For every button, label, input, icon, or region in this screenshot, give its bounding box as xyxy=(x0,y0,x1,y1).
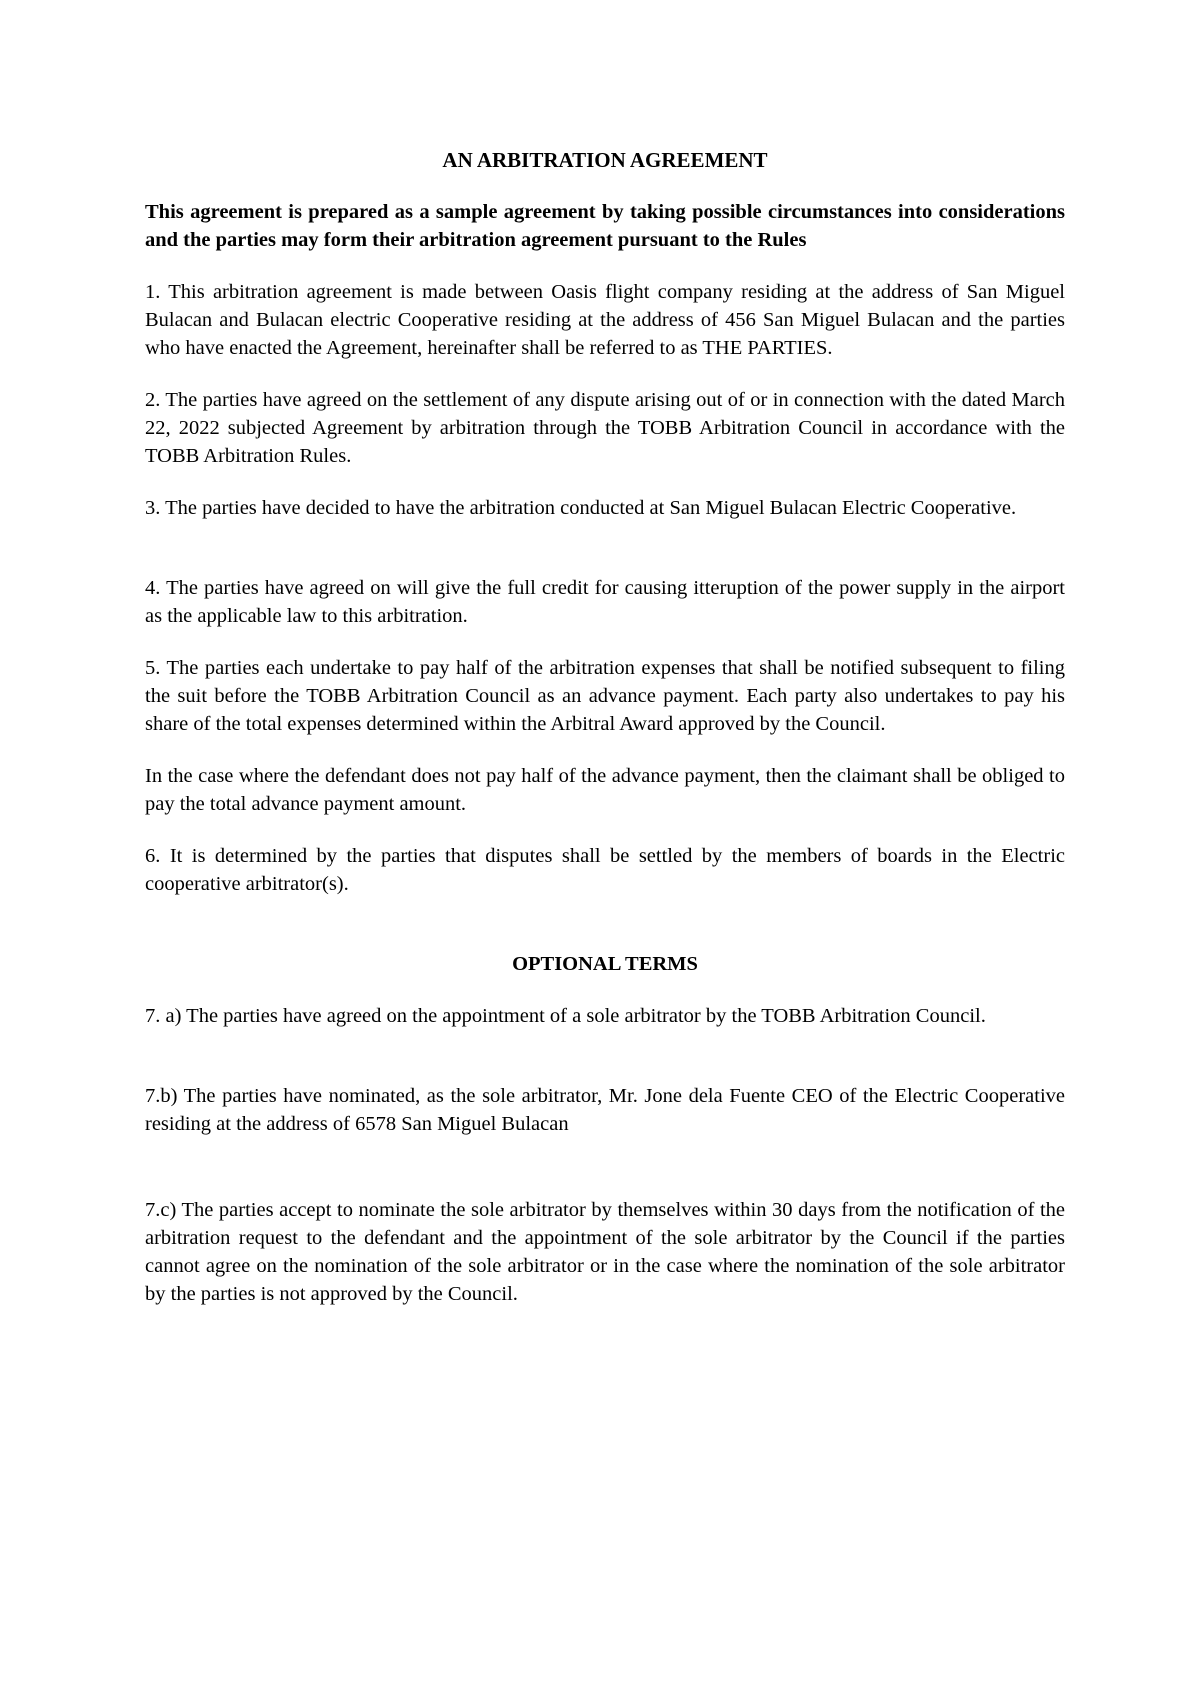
document-body xyxy=(145,146,1065,1332)
document-title: AN ARBITRATION AGREEMENT xyxy=(442,148,768,172)
clause-1: 1. This arbitration agreement is made between Oasis flight company residing at the address of San Miguel Bulacan and Bulacan electric Cooperative residing at the address of 456 San Miguel Bulacan and the parties who have enacted the Agreement, hereinafter shall be referred to as THE PARTIES. xyxy=(145,281,1065,359)
clause-5-continuation: In the case where the defendant does not pay half of the advance payment, then the claimant shall be obliged to pay the total advance payment amount. xyxy=(145,765,1065,815)
clause-7c: 7.c) The parties accept to nominate the sole arbitrator by themselves within 30 days from the notification of the arbitration request to the defendant and the appointment of the sole arbitrator by the Council if the parties cannot agree on the nomination of the sole arbitrator or in the case where the nomination of the sole arbitrator by the parties is not approved by the Council. xyxy=(145,1199,1065,1305)
clause-7b: 7.b) The parties have nominated, as the sole arbitrator, Mr. Jone dela Fuente CEO of the Electric Cooperative residing at the address of 6578 San Miguel Bulacan xyxy=(145,1085,1065,1135)
clause-5: 5. The parties each undertake to pay half of the arbitration expenses that shall be notified subsequent to filing the suit before the TOBB Arbitration Council as an advance payment. Each party also undertakes to pay his share of the total expenses determined within the Arbitral Award approved by the Council. xyxy=(145,657,1065,735)
clause-7a: 7. a) The parties have agreed on the appointment of a sole arbitrator by the TOBB Arbitration Council. xyxy=(145,1005,986,1027)
intro-paragraph: This agreement is prepared as a sample agreement by taking possible circumstances into considerations and the parties may form their arbitration agreement pursuant to the Rules xyxy=(145,201,1065,251)
clause-3: 3. The parties have decided to have the arbitration conducted at San Miguel Bulacan Electric Cooperative. xyxy=(145,497,1017,519)
clause-6: 6. It is determined by the parties that disputes shall be settled by the members of boards in the Electric cooperative arbitrator(s). xyxy=(145,845,1065,895)
optional-terms-heading: OPTIONAL TERMS xyxy=(512,953,698,975)
clause-2: 2. The parties have agreed on the settlement of any dispute arising out of or in connection with the dated March 22, 2022 subjected Agreement by arbitration through the TOBB Arbitration Council in accordance with the TOBB Arbitration Rules. xyxy=(145,389,1065,467)
clause-4: 4. The parties have agreed on will give the full credit for causing itteruption of the power supply in the airport as the applicable law to this arbitration. xyxy=(145,577,1065,627)
